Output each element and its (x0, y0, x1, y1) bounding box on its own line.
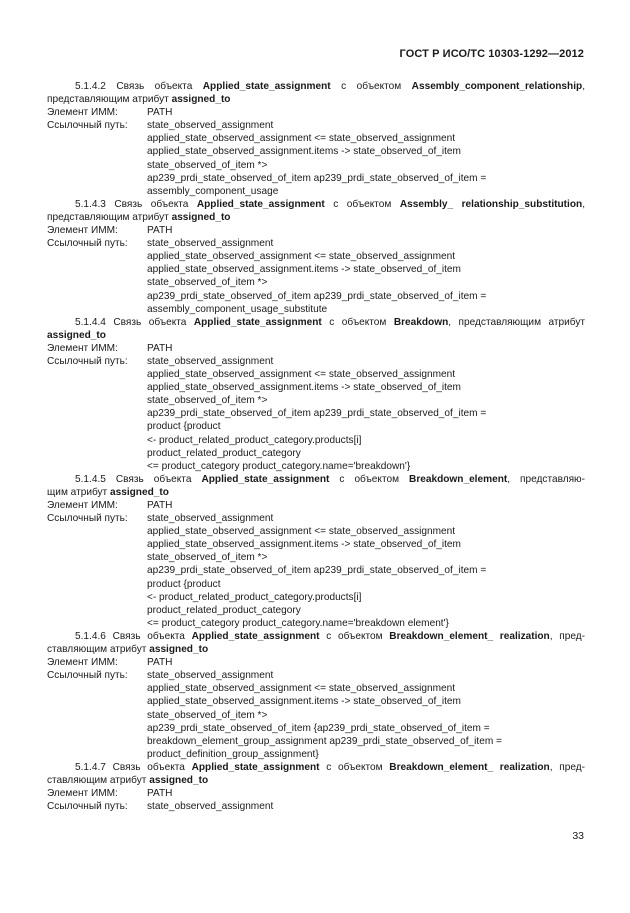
target-entity-name: Breakdown_element (409, 473, 508, 485)
path-line: state_observed_of_item *> (147, 709, 268, 721)
path-line: <= product_category product_category.name='breakdown element'} (147, 617, 449, 629)
attribute-name: assigned_to (149, 644, 209, 656)
path-line: product_related_product_category (147, 447, 301, 459)
path-line: applied_state_observed_assignment <= state_observed_assignment (147, 251, 456, 263)
target-entity-name: Assembly_ relationship_substitution (399, 198, 583, 210)
path-line: applied_state_observed_assignment <= state_observed_assignment (147, 683, 456, 695)
entity-name: Applied_state_assignment (191, 761, 320, 773)
path-line: applied_state_observed_assignment.items -> state_observed_of_item (147, 696, 461, 708)
entity-name: Applied_state_assignment (202, 81, 331, 92)
path-line: assembly_component_usage (147, 185, 279, 197)
section-heading: 5.1.4.6 Связь объекта Applied_state_assignment с объектом Breakdown_element_ realization, пред- (75, 630, 585, 642)
path-line: applied_state_observed_assignment <= state_observed_assignment (147, 369, 456, 381)
path-line: applied_state_observed_assignment <= state_observed_assignment (147, 133, 456, 145)
element-row: Элемент ИММ: PATH (47, 788, 173, 800)
path-line: product_related_product_category (147, 604, 301, 616)
element-row: Элемент ИММ: PATH (47, 500, 173, 511)
path-line: state_observed_of_item *> (147, 552, 268, 564)
document-body (47, 80, 585, 813)
target-entity-name: Breakdown (393, 316, 449, 328)
element-row: Элемент ИММ: PATH (47, 657, 173, 669)
path-line: ap239_prdi_state_observed_of_item ap239_prdi_state_observed_of_item = (147, 172, 487, 184)
path-row: Ссылочный путь: state_observed_assignment (47, 801, 274, 813)
element-row: Элемент ИММ: PATH (47, 342, 173, 354)
attribute-name: assigned_to (171, 94, 231, 106)
section-heading: 5.1.4.3 Связь объекта Applied_state_assignment с объектом Assembly_ relationship_substitution, (75, 198, 585, 210)
element-row: Элемент ИММ: PATH (47, 107, 173, 119)
target-entity-name: Assembly_component_relationship (411, 81, 583, 92)
path-line: applied_state_observed_assignment <= state_observed_assignment (147, 526, 456, 538)
attribute-name: assigned_to (171, 211, 231, 223)
entity-name: Applied_state_assignment (196, 198, 325, 210)
path-row: Ссылочный путь: state_observed_assignment (47, 670, 274, 682)
path-line: product_definition_group_assignment} (147, 748, 319, 760)
path-line: state_observed_of_item *> (147, 159, 268, 171)
document-header: ГОСТ Р ИСО/ТС 10303-1292—2012 (399, 48, 584, 60)
section-heading-continuation: ставляющим атрибут assigned_to (47, 644, 209, 656)
path-line: <= product_category product_category.name='breakdown'} (147, 460, 411, 472)
attribute-name: assigned_to (47, 329, 106, 341)
section-heading-continuation: представляющим атрибут assigned_to (47, 94, 231, 106)
path-line: product {product (147, 578, 221, 590)
section-heading: 5.1.4.2 Связь объекта Applied_state_assignment с объектом Assembly_component_relationship, (75, 81, 585, 92)
section-heading-continuation: щим атрибут assigned_to (47, 486, 169, 498)
entity-name: Applied_state_assignment (191, 630, 320, 642)
path-line: <- product_related_product_category.products[i] (147, 434, 362, 446)
path-line: ap239_prdi_state_observed_of_item ap239_prdi_state_observed_of_item = (147, 408, 487, 420)
path-line: state_observed_of_item *> (147, 277, 268, 289)
path-row: Ссылочный путь: state_observed_assignment (47, 120, 274, 132)
path-row: Ссылочный путь: state_observed_assignment (47, 238, 274, 250)
path-line: assembly_component_usage_substitute (147, 303, 328, 315)
path-row: Ссылочный путь: state_observed_assignment (47, 355, 274, 367)
path-line: state_observed_of_item *> (147, 395, 268, 407)
target-entity-name: Breakdown_element_ realization (389, 761, 550, 773)
attribute-name: assigned_to (149, 774, 209, 786)
path-line: product {product (147, 421, 221, 433)
path-row: Ссылочный путь: state_observed_assignment (47, 513, 274, 525)
target-entity-name: Breakdown_element_ realization (389, 630, 550, 642)
element-row: Элемент ИММ: PATH (47, 225, 173, 237)
path-line: applied_state_observed_assignment.items -> state_observed_of_item (147, 146, 461, 158)
section-heading: 5.1.4.7 Связь объекта Applied_state_assignment с объектом Breakdown_element_ realization, пред- (75, 761, 585, 773)
path-line: breakdown_element_group_assignment ap239_prdi_state_observed_of_item = (147, 735, 502, 747)
section-heading-continuation: представляющим атрибут assigned_to (47, 211, 231, 223)
path-line: applied_state_observed_assignment.items -> state_observed_of_item (147, 264, 461, 276)
path-line: ap239_prdi_state_observed_of_item ap239_prdi_state_observed_of_item = (147, 290, 487, 302)
entity-name: Applied_state_assignment (193, 316, 322, 328)
page-number: 33 (572, 830, 584, 842)
path-line: ap239_prdi_state_observed_of_item ap239_prdi_state_observed_of_item = (147, 565, 487, 577)
path-line: ap239_prdi_state_observed_of_item {ap239_prdi_state_observed_of_item = (147, 722, 490, 734)
path-line: <- product_related_product_category.products[i] (147, 591, 362, 603)
section-heading-continuation (47, 329, 585, 342)
entity-name: Applied_state_assignment (201, 473, 330, 485)
section-heading: 5.1.4.5 Связь объекта Applied_state_assignment с объектом Breakdown_element, представляю- (75, 473, 585, 485)
path-line: applied_state_observed_assignment.items -> state_observed_of_item (147, 382, 461, 394)
path-line: applied_state_observed_assignment.items -> state_observed_of_item (147, 539, 461, 551)
section-heading: 5.1.4.4 Связь объекта Applied_state_assignment с объектом Breakdown, представляющим атрибут (75, 316, 585, 328)
attribute-name: assigned_to (110, 486, 169, 498)
section-heading-continuation: ставляющим атрибут assigned_to (47, 774, 209, 786)
